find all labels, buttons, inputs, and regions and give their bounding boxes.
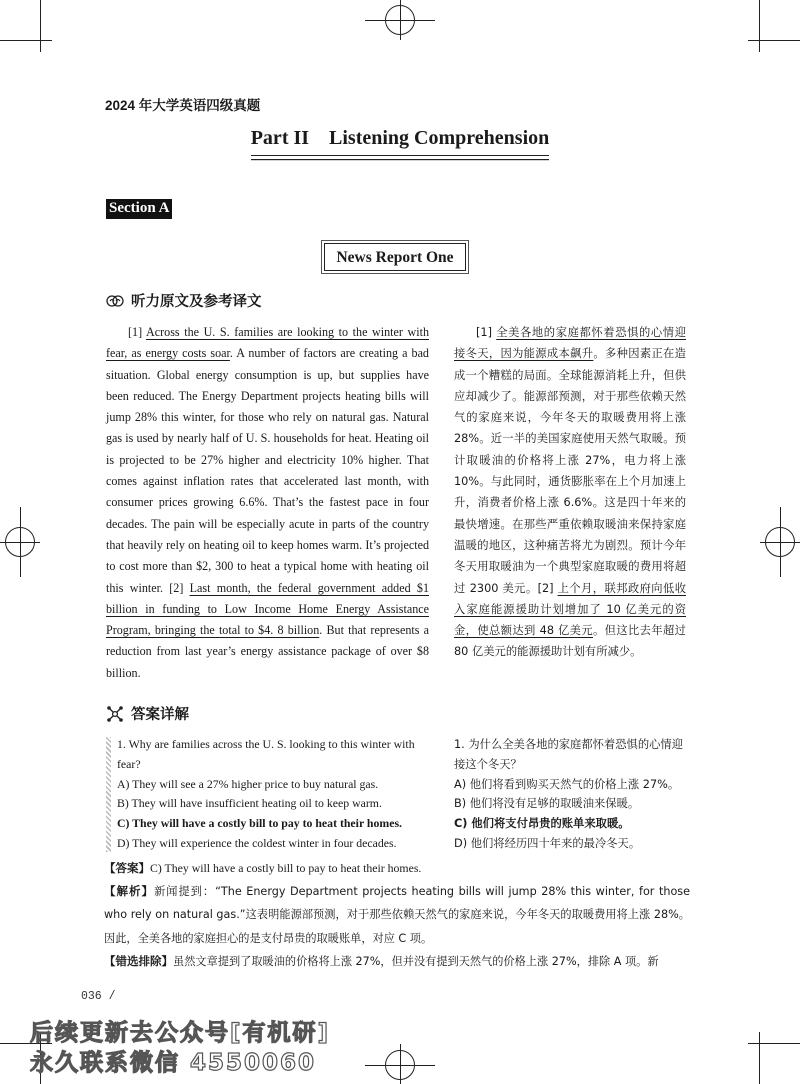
transcript-heading (106, 290, 262, 311)
question-stem-cn: 1. 为什么全美各地的家庭都怀着恐惧的心情迎接这个冬天？ (454, 738, 684, 771)
part-title: Part II Listening Comprehension (0, 127, 800, 150)
section-label: Section A (106, 199, 172, 219)
watermark-line-1: 后续更新去公众号[有机研] (30, 1020, 331, 1046)
answer-heading (106, 703, 189, 724)
answer-analysis (104, 857, 690, 974)
headphone-icon (106, 293, 124, 309)
transcript-chinese: [1] 全美各地的家庭都怀着恐惧的心情迎接冬天，因为能源成本飙升。多种因素正在造成一个糟糕的局面。全球能源消耗上升，但供应却减少了。能源部预测，对于那些依赖天然气的家庭来说，今年冬天的取暖费用将上涨 28%。近一半的美国家庭使用天然气取暖。预计取暖油的价格将上涨 27%，电力将上涨 10%。与此同时，通货膨胀率在上个月加速上升，消费者价格上涨 6.6%。这是四十年来的最快增速。在那些严重依赖取暖油来保持家庭温暖的地区，这种痛苦将尤为剧烈。预计今年冬天用取暖油为一个典型家庭取暖的费用将超过 2300 美元。[2] 上个月，联邦政府向低收入家庭能源援助计划增加了 10 亿美元的资金，使总额达到 48 亿美元。但这比去年超过 80 亿美元的能源援助计划有所减少。 (454, 326, 686, 659)
crop-mark (748, 1043, 800, 1044)
molecule-icon (106, 705, 124, 723)
option-d-cn: D) 他们将经历四十年来的最冷冬天。 (454, 836, 641, 850)
crop-mark (759, 0, 760, 52)
question-stem: 1. Why are families across the U. S. looking to this winter with fear? (117, 737, 415, 771)
option-d: D) They will experience the coldest winter in four decades. (117, 835, 397, 850)
answer-line: 【答案】C) They will have a costly bill to pay to heat their homes. (104, 861, 422, 875)
option-b-cn: B) 他们将没有足够的取暖油来保暖。 (454, 797, 640, 811)
answer-heading-label: 答案详解 (131, 707, 189, 723)
underlined-translation-2: 上个月，联邦政府向低收入家庭能源援助计划增加了 10 亿美元的资金，使总额达到 48 亿美元 (454, 581, 686, 638)
option-a: A) They will see a 27% higher price to buy natural gas. (117, 776, 379, 791)
page-number: 036 / (81, 990, 116, 1003)
transcript-heading-label: 听力原文及参考译文 (131, 294, 262, 310)
underlined-translation-1: 全美各地的家庭都怀着恐惧的心情迎接冬天，因为能源成本飙升 (454, 326, 686, 361)
option-c-cn-correct: C) 他们将支付昂贵的账单来取暖。 (454, 817, 630, 831)
registration-line (20, 507, 21, 577)
crop-mark (759, 1032, 760, 1084)
option-b: B) They will have insufficient heating oil to keep warm. (117, 796, 382, 811)
question-chinese (454, 735, 689, 854)
registration-line (780, 507, 781, 577)
elimination-line: 【错选排除】虽然文章提到了取暖油的价格将上涨 27%，但并没有提到天然气的价格上涨 27%，排除 A 项。新 (104, 954, 659, 968)
crop-mark (748, 40, 800, 41)
question-side-bar (106, 737, 111, 852)
underlined-sentence-1: Across the U. S. families are looking to the winter with fear, as energy costs soar (106, 325, 429, 361)
analysis-paragraph: 【解析】新闻提到：“The Energy Department projects heating bills will jump 28% this winter, for those who rely on natural gas.”这表明能源部预测，对于那些依赖天然气的家庭来说，今年冬天的取暖费用将上涨 28%。因此，全美各地的家庭担心的是支付昂贵的取暖账单，对应 C 项。 (104, 883, 691, 945)
registration-line (400, 1044, 401, 1084)
question-english (117, 735, 427, 854)
registration-line (400, 0, 401, 40)
option-a-cn: A) 他们将看到购买天然气的价格上涨 27%。 (454, 777, 680, 791)
running-header: 2024 年大学英语四级真题 (105, 98, 261, 113)
news-report-title: News Report One (324, 243, 466, 271)
underlined-sentence-2: Last month, the federal government added $1 billion in funding to Low Income Home Energy Assistance Program, bringing the total to $4. 8 billion (106, 580, 429, 638)
crop-mark (40, 0, 41, 52)
crop-mark (0, 40, 52, 41)
watermark-line-2: 永久联系微信 4550060 (30, 1050, 317, 1076)
option-c-correct: C) They will have a costly bill to pay to heat their homes. (117, 816, 402, 831)
transcript-english: [1] Across the U. S. families are looking to the winter with fear, as energy costs soar. A number of factors are creating a bad situation. Global energy consumption is up, but supplies have been reduced. The Energy Department projects heating bills will jump 28% this winter, for those who rely on natural gas. Natural gas is used by nearly half of U. S. households for heat. Heating oil is projected to be 27% higher and electricity 10% higher. That comes against inflation rates that accelerated last month, with consumer prices growing 6.6%. That’s the fastest pace in four decades. The pain will be especially acute in parts of the country that heavily rely on heating oil to keep homes warm. It’s projected to cost more than $2, 300 to heat a typical home with heating oil this winter. [2] Last month, the federal government added $1 billion in funding to Low Income Home Energy Assistance Program, bringing the total to $4. 8 billion. But that represents a reduction from last year’s energy assistance package of over $8 billion. (106, 325, 429, 680)
